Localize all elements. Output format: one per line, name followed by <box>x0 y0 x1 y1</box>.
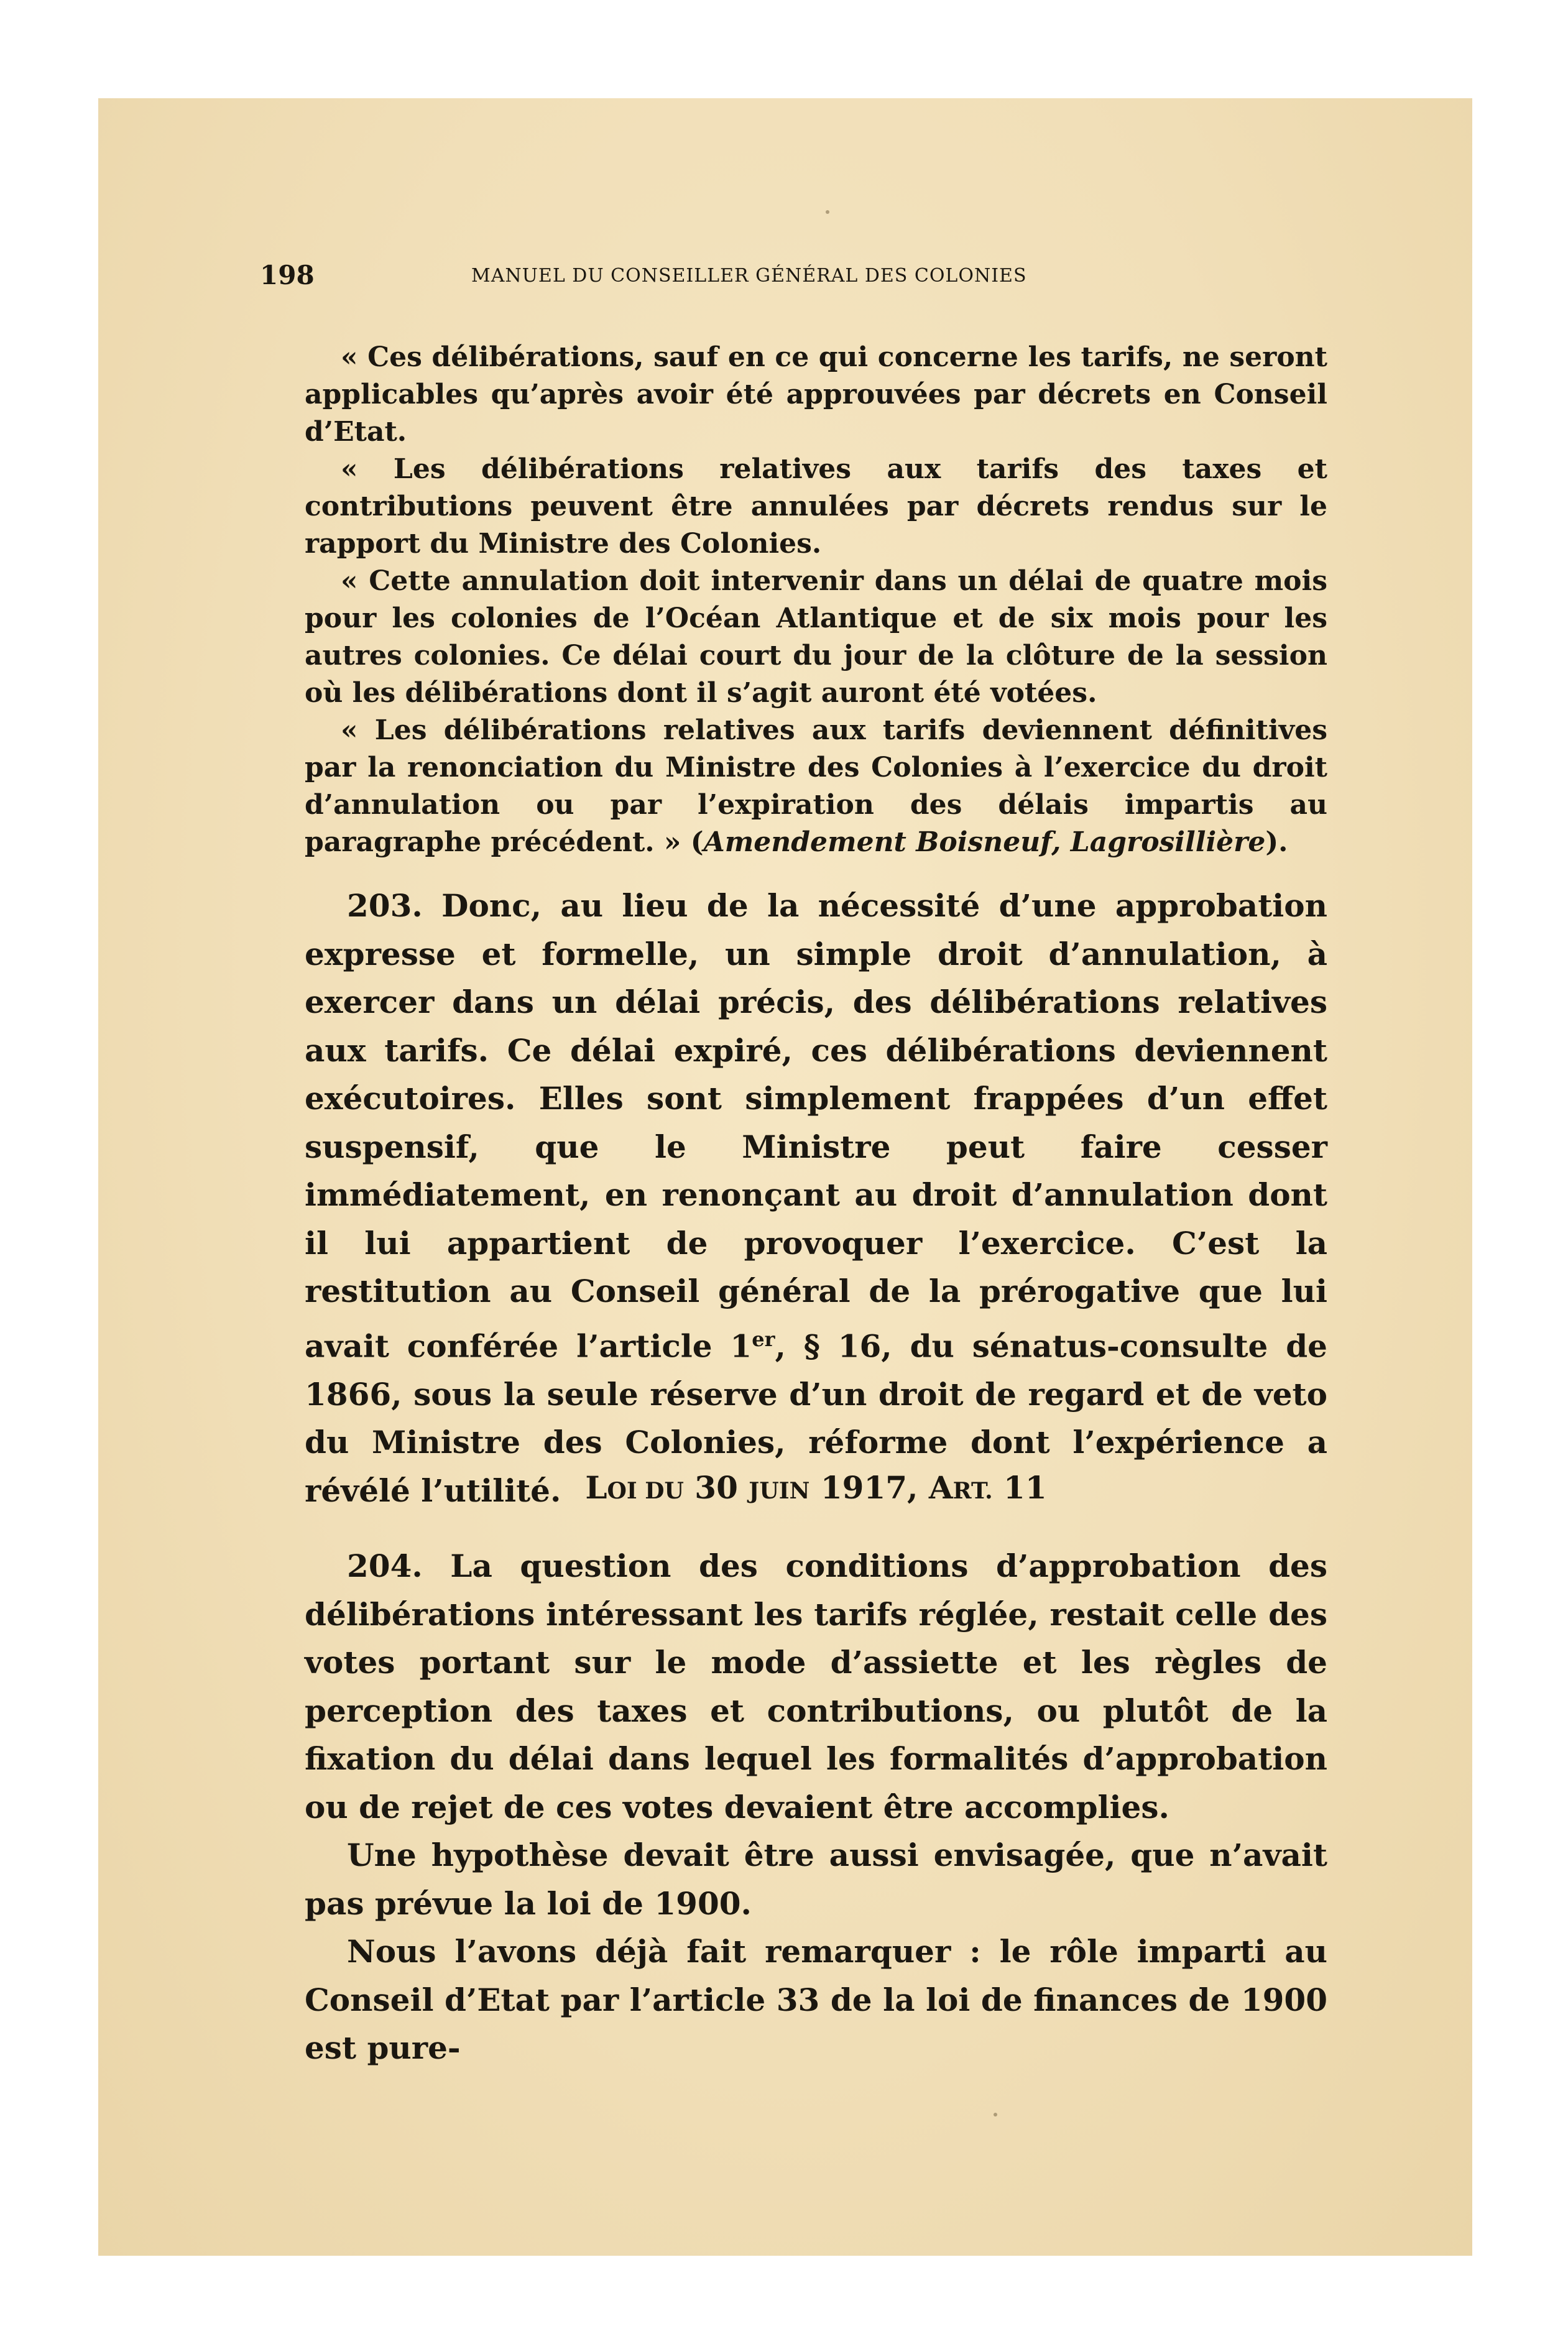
running-title: MANUEL DU CONSEILLER GÉNÉRAL DES COLONIES <box>471 265 1027 287</box>
superscript: er <box>752 1327 775 1351</box>
section-paragraph: 204. La question des conditions d’approbation des délibérations intéressant les tarifs réglée, restait celle des votes portant sur le mode d’assiette et les règles de perception des taxes et contributions, ou plutôt de la fixation du délai dans lequel les formalités d’approbation ou de rejet de ces votes devaient être accomplies. <box>305 1548 1327 1825</box>
amendment-authors: Amendement Boisneuf, Lagrosillière <box>703 826 1266 858</box>
paper-speck <box>994 2113 997 2116</box>
quote-paragraph: « Ces délibérations, sauf en ce qui concerne les tarifs, ne seront applicables qu’après avoir été approuvées par décrets en Conseil d’Etat. <box>305 341 1327 448</box>
paper-speck <box>826 210 829 214</box>
quote-paragraph: « Cette annulation doit intervenir dans un délai de quatre mois pour les colonies de l’Océan Atlantique et de six mois pour les autres colonies. Ce délai court du jour de la clôture de la session où les délibérations dont il s’agit auront été votées. <box>305 565 1327 709</box>
section-paragraph <box>305 882 1327 1515</box>
quote-paragraph <box>305 712 1327 861</box>
section-paragraph: Nous l’avons déjà fait remarquer : le rôle imparti au Conseil d’Etat par l’article 33 de la loi de finances de 1900 est pure- <box>305 1933 1327 2066</box>
section-text: 203. Donc, au lieu de la nécessité d’une approbation expresse et formelle, un simple droit d’annulation, à exercer dans un délai précis, des délibérations relatives aux tarifs. Ce délai expiré, ces délibérations deviennent exécutoires. Elles sont simplement frappées d’un effet suspensif, que le Ministre peut faire cesser immédiatement, en renonçant au droit d’annulation dont il lui appartient de provoquer l’exercice. C’est la restitution au Conseil général de la prérogative que lui avait conférée l’article 1 <box>305 887 1327 1365</box>
section-204 <box>305 1542 1327 2072</box>
page-number: 198 <box>260 260 315 290</box>
quote-end: ). <box>1265 826 1288 858</box>
page-header <box>260 260 1267 297</box>
section-text: , § 16, du sénatus-consulte de 1866, sous la seule réserve d’un droit de regard et de veto du Ministre des Colonies, réforme dont l’expérience a révélé l’utilité. <box>305 1327 1327 1509</box>
quote-paragraph: « Les délibérations relatives aux tarifs des taxes et contributions peuvent être annulées par décrets rendus sur le rapport du Ministre des Colonies. <box>305 453 1327 560</box>
section-paragraph: Une hypothèse devait être aussi envisagée, que n’avait pas prévue la loi de 1900. <box>305 1837 1327 1922</box>
section-203 <box>305 882 1327 1515</box>
section-heading: LOI DU 30 JUIN 1917, ART. 11 <box>585 1469 1047 1506</box>
quote-text: « Les délibérations relatives aux tarifs deviennent définitives par la renonciation du Ministre des Colonies à l’exercice du droit d’annulation ou par l’expiration des délais impartis au paragraphe précédent. » ( <box>305 714 1327 858</box>
quoted-amendment <box>305 339 1327 861</box>
